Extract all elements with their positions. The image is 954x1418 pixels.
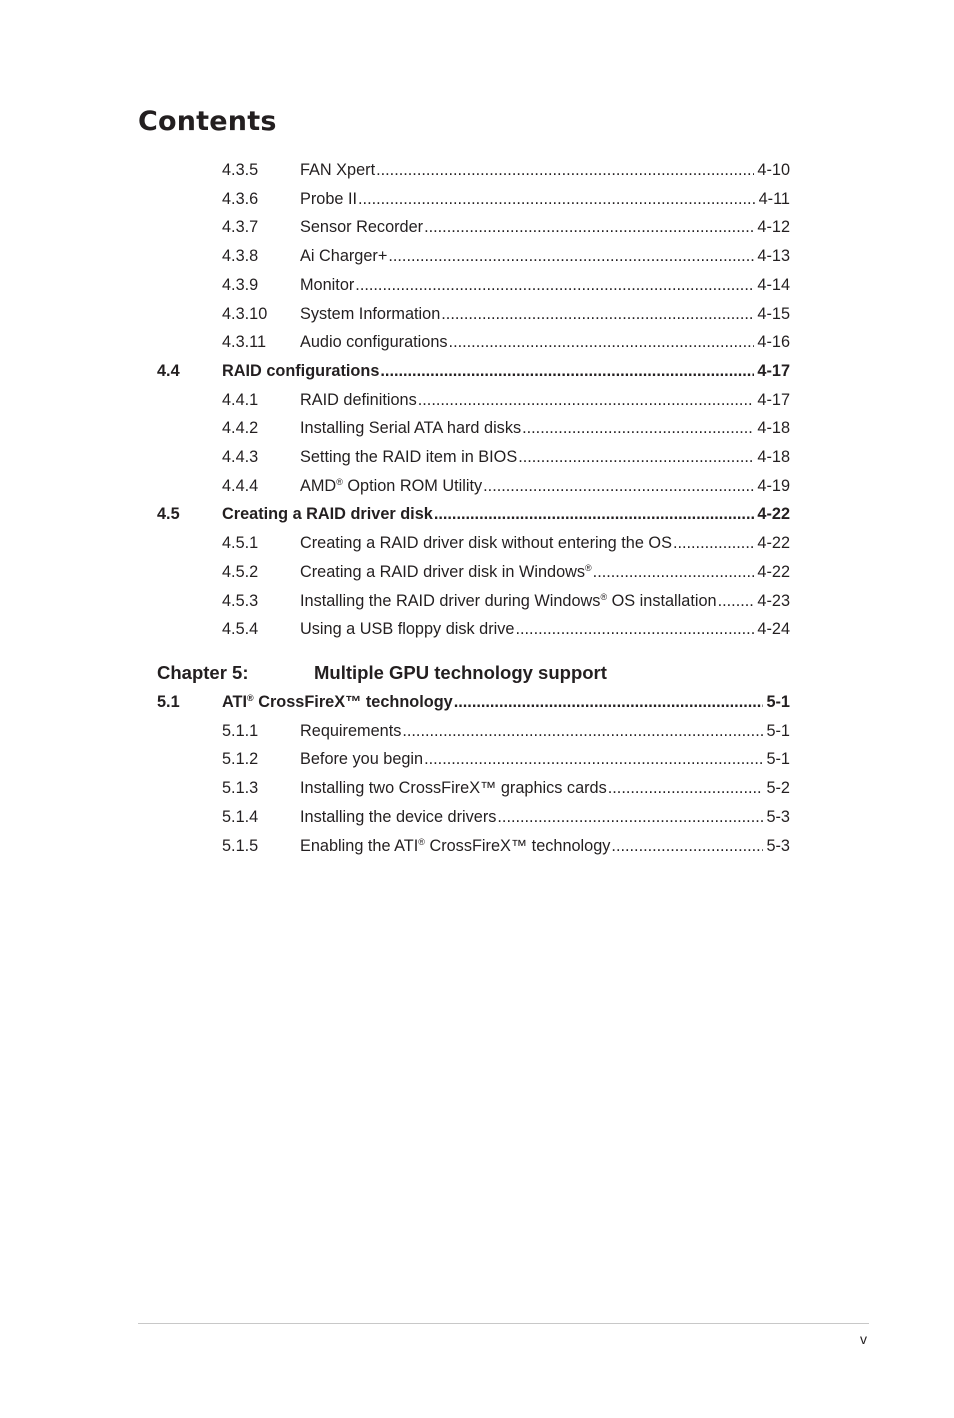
toc-entry-line [300,446,790,468]
toc-entry-title-text: Using a USB floppy disk drive [300,620,515,639]
toc-entry-title [222,691,453,713]
toc-entry-page: 4-16 [757,333,790,352]
toc-entry-title-text: Creating a RAID driver disk without entering the OS [300,534,672,553]
toc-entry-row[interactable] [0,417,954,439]
toc-entry-row[interactable] [0,748,954,770]
toc-entry-title-text: Creating a RAID driver disk in Windows [300,562,586,581]
toc-entry-title [222,503,433,525]
toc-entry-number: 4.4.3 [222,448,259,466]
toc-entry-title [300,417,521,439]
toc-entry-row[interactable] [0,331,954,353]
dot-leader [376,159,754,181]
toc-entry-page: 5-3 [766,836,790,855]
toc-entry-page: 4-11 [758,189,790,208]
footer-divider [138,1323,869,1324]
toc-entry-line [300,274,790,296]
toc-entry-title-text: Installing two CrossFireX™ graphics cards [300,779,607,798]
toc-entry-number: 4.4 [157,361,180,380]
toc-entry-page: 4-23 [757,591,790,610]
toc-entry-title-text: Sensor Recorder [300,218,424,237]
toc-entry-title-text: Before you begin [300,750,424,769]
toc-entry-page: 5-3 [766,807,790,826]
toc-entry-line [300,216,790,238]
toc-entry-title-text: RAID definitions [300,390,417,409]
toc-entry-number: 4.3.9 [222,275,259,294]
toc-entry-line [300,618,790,640]
toc-entry-page: 4-15 [757,304,790,323]
toc-entry-page: 5-1 [766,693,790,711]
toc-entry-title [300,475,482,497]
dot-leader [441,303,754,325]
toc-entry-title [300,720,401,742]
toc-entry-page: 4-18 [757,448,790,466]
toc-entry-line [300,245,790,267]
toc-entry-title-text: ATI [222,693,248,711]
registered-mark: ® [585,562,592,573]
dot-leader [483,475,754,497]
toc-entry-line [300,748,790,770]
toc-entry-row[interactable] [0,446,954,468]
toc-entry-row[interactable] [0,777,954,799]
toc-entry-title-text: Monitor [300,275,355,294]
dot-leader [380,360,754,382]
toc-entry-title-text: Requirements [300,721,402,740]
toc-entry-number: 4.3.7 [222,218,259,237]
toc-entry-title-rest: OS installation [607,591,717,610]
dot-leader [454,691,764,713]
toc-entry-row[interactable] [0,274,954,296]
toc-entry-number: 5.1.1 [222,721,259,740]
toc-entry-title [300,245,387,267]
toc-entry-title [300,561,592,583]
toc-entry-title-text: Installing the device drivers [300,807,497,826]
toc-entry-title [300,188,357,210]
toc-entry-page: 4-10 [757,161,790,179]
dot-leader [355,274,754,296]
dot-leader [434,503,755,525]
toc-entry-title [300,806,496,828]
toc-entry-title [300,618,514,640]
toc-entry-title-text: FAN Xpert [300,161,376,179]
toc-entry-page: 4-22 [757,505,790,524]
toc-entry-page: 4-19 [757,476,790,495]
toc-entry-number: 4.3.10 [222,304,268,323]
toc-entry-line [300,159,790,181]
toc-entry-line [222,691,790,713]
dot-leader [358,188,756,210]
toc-entry-title [300,532,672,554]
toc-entry-page: 4-12 [757,218,790,237]
toc-entry-title [300,159,375,181]
toc-entry-title-text: Installing the RAID driver during Windows [300,591,601,610]
toc-entry-line [300,532,790,554]
toc-entry-row[interactable] [0,245,954,267]
toc-entry-title [300,274,354,296]
dot-leader [518,446,754,468]
toc-entry-line [300,561,790,583]
toc-entry-title [300,303,440,325]
toc-entry-page: 4-14 [757,275,790,294]
dot-leader [388,245,754,267]
toc-entry-title-text: AMD [300,476,337,495]
toc-entry-row[interactable] [0,532,954,554]
registered-mark: ® [418,836,425,847]
toc-entry-number: 4.4.1 [222,390,259,409]
toc-entry-row[interactable] [0,618,954,640]
toc-entry-number: 4.3.6 [222,189,259,208]
toc-entry-title [300,835,610,857]
toc-entry-line [222,503,790,525]
toc-entry-title-text: Probe II [300,189,358,208]
registered-mark: ® [247,693,254,703]
toc-entry-title [300,389,417,411]
toc-entry-title-text: Audio configurations [300,333,448,352]
toc-entry-title [300,748,423,770]
toc-entry-number: 4.5.1 [222,534,259,553]
toc-entry-title [300,331,448,353]
dot-leader [673,532,754,554]
dot-leader [449,331,755,353]
toc-entry-title-text: Enabling the ATI [300,836,419,855]
toc-entry-title [300,590,717,612]
toc-entry-title [300,777,607,799]
toc-entry-page: 4-17 [757,390,790,409]
toc-entry-page: 4-17 [757,361,790,380]
toc-entry-title-rest: CrossFireX™ technology [253,693,453,711]
toc-entry-number: 5.1.5 [222,836,259,855]
toc-entry-number: 4.4.2 [222,419,259,438]
toc-entry-line [300,835,790,857]
toc-entry-line [222,360,790,382]
toc-entry-line [300,389,790,411]
toc-entry-page: 4-18 [757,419,790,438]
toc-entry-row[interactable] [0,590,954,612]
toc-entry-title-text: Creating a RAID driver disk [222,505,433,524]
toc-entry-line [300,303,790,325]
toc-entry-row[interactable] [0,561,954,583]
toc-entry-title-rest: CrossFireX™ technology [424,836,611,855]
toc-entry-number: 4.3.5 [222,161,259,179]
toc-entry-line [300,777,790,799]
toc-entry-page: 4-24 [757,620,790,639]
toc-entry-number: 5.1.2 [222,750,259,769]
toc-entry-page: 5-1 [766,750,790,769]
toc-entry-title-text: System Information [300,304,441,323]
toc-entry-number: 5.1 [157,693,180,711]
dot-leader [522,417,754,439]
toc-entry-line [300,331,790,353]
toc-entry-title-text: Installing Serial ATA hard disks [300,419,522,438]
toc-entry-number: 4.5.2 [222,562,259,581]
toc-entry-row[interactable] [0,806,954,828]
dot-leader [593,561,755,583]
footer-page-number: v [860,1331,867,1347]
toc-entry-page: 4-22 [757,562,790,581]
toc-entry-title [300,216,423,238]
toc-entry-number: 4.3.11 [222,333,267,352]
toc-entry-line [300,475,790,497]
toc-entry-number: 5.1.4 [222,807,259,826]
toc-entry-number: 4.4.4 [222,476,259,495]
chapter-title: Multiple GPU technology support [314,662,607,683]
toc-entry-row[interactable] [0,475,954,497]
toc-entry-title-text: Setting the RAID item in BIOS [300,448,518,466]
dot-leader [402,720,763,742]
toc-entry-row[interactable] [0,216,954,238]
toc-entry-number: 4.3.8 [222,247,259,266]
toc-entry-row[interactable] [0,389,954,411]
toc-entry-row[interactable] [0,720,954,742]
dot-leader [424,216,754,238]
toc-entry-title-rest: Option ROM Utility [342,476,483,495]
registered-mark: ® [336,476,343,487]
toc-entry-number: 4.5 [157,505,180,524]
toc-entry-number: 5.1.3 [222,779,259,798]
registered-mark: ® [600,591,608,602]
toc-entry-line [300,590,790,612]
toc-entry-line [300,720,790,742]
toc-entry-row[interactable] [0,835,954,857]
toc-entry-number: 4.5.4 [222,620,259,639]
toc-entry-title [222,360,379,382]
toc-entry-title-text: Ai Charger+ [300,247,388,266]
dot-leader [608,777,764,799]
toc-section-row[interactable] [0,360,954,382]
dot-leader [515,618,754,640]
toc-entry-row[interactable] [0,188,954,210]
toc-entry-line [300,417,790,439]
toc-section-row[interactable] [0,503,954,525]
toc-entry-line [300,806,790,828]
dot-leader [424,748,763,770]
toc-entry-page: 5-2 [766,779,790,798]
dot-leader [418,389,755,411]
toc-entry-title [300,446,517,468]
dot-leader [497,806,763,828]
toc-entry-line [300,188,790,210]
toc-entry-title-text: RAID configurations [222,361,380,380]
toc-entry-row[interactable] [0,159,954,181]
toc-entry-page: 4-22 [757,534,790,553]
toc-entry-number: 4.5.3 [222,591,259,610]
toc-entry-page: 4-13 [757,247,790,266]
toc-entry-row[interactable] [0,303,954,325]
chapter-label: Chapter 5: [157,662,249,683]
toc-section-row[interactable] [0,691,954,713]
dot-leader [611,835,763,857]
page-title: Contents [138,106,277,137]
dot-leader [718,590,755,612]
toc-entry-page: 5-1 [766,721,790,740]
